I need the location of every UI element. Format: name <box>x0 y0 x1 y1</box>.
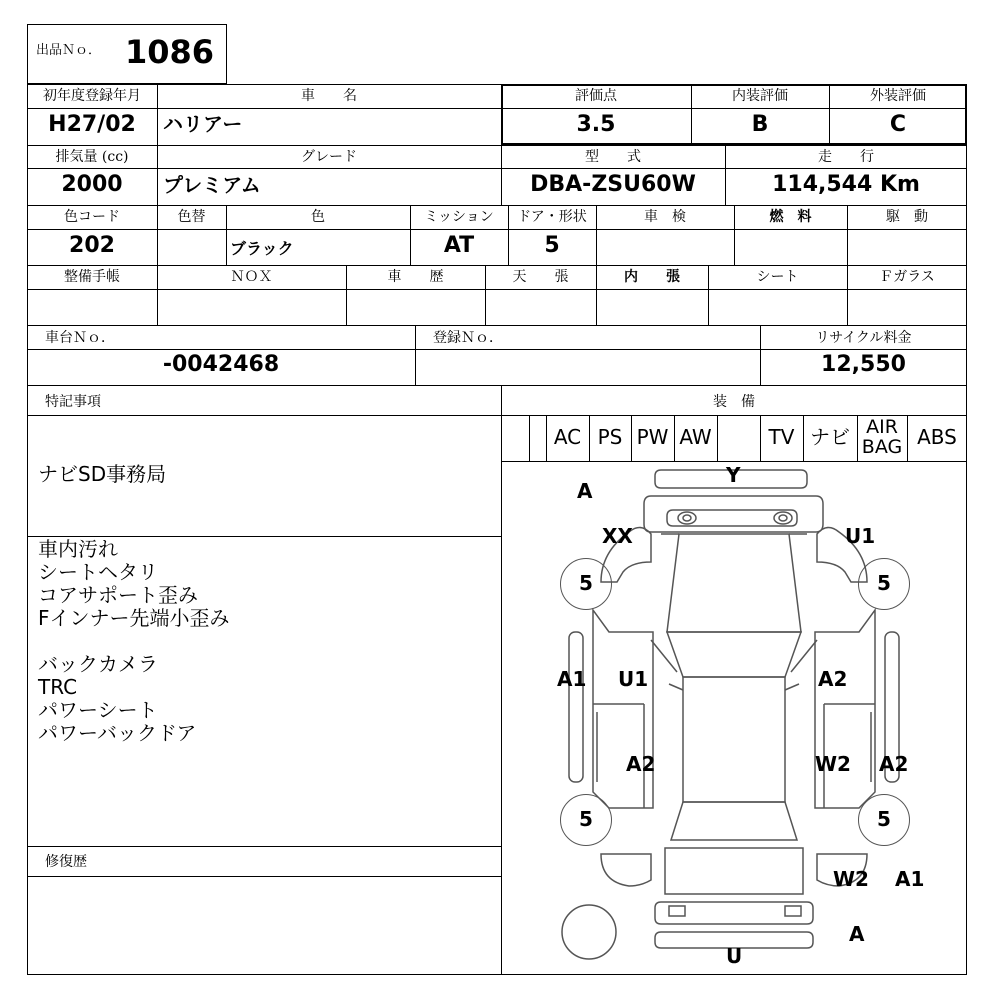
damage-mark: A2 <box>818 667 848 691</box>
damage-mark: W2 <box>815 752 851 776</box>
divider <box>27 229 967 230</box>
drive-label: 駆 動 <box>886 209 928 225</box>
damage-mark: A1 <box>557 667 587 691</box>
recycle-fee-value: 12,550 <box>821 352 906 377</box>
damage-mark: A <box>849 922 865 946</box>
transmission-label: ミッション <box>424 209 494 225</box>
headliner-label: 天 張 <box>512 269 569 285</box>
grade-label: グレード <box>301 149 357 165</box>
interior-rating-label: 内装評価 <box>732 88 788 104</box>
seat-label: シート <box>756 269 799 285</box>
damage-mark: W2 <box>833 867 869 891</box>
grade-value: プレミアム <box>163 173 261 197</box>
remarks-label: 特記事項 <box>45 394 101 410</box>
damage-mark: A1 <box>895 867 925 891</box>
inspection-label: 車 検 <box>644 209 686 225</box>
divider <box>27 385 967 386</box>
model-label: 型 式 <box>585 149 641 165</box>
interior-rating-value: B <box>751 112 769 137</box>
equipment-tv: TV <box>768 425 795 449</box>
remarks-line: シートヘタリ <box>38 560 158 584</box>
remarks-line: バックカメラ <box>38 652 158 676</box>
damage-mark: U1 <box>845 524 876 548</box>
tire-rear-right: 5 <box>858 794 910 846</box>
displacement-value: 2000 <box>61 172 123 197</box>
divider <box>501 108 967 109</box>
lot-number-label: 出品Ｎｏ． <box>36 43 102 58</box>
equipment-ps: PS <box>597 425 623 449</box>
divider <box>27 205 967 206</box>
door-value: 5 <box>544 233 560 258</box>
nox-label: ＮＯＸ <box>230 269 273 285</box>
equipment-airbag: AIR BAG <box>861 416 903 458</box>
repaint-label: 色替 <box>177 209 206 225</box>
equipment-navi: ナビ <box>810 425 850 449</box>
interior-trim-label: 内 張 <box>624 269 680 285</box>
remarks-line: パワーバックドア <box>38 721 197 745</box>
damage-mark: A2 <box>626 752 656 776</box>
mileage-value: 114,544 Km <box>772 172 920 197</box>
equipment-pw: PW <box>636 425 669 449</box>
color-value: ブラック <box>230 239 294 258</box>
divider <box>27 108 501 109</box>
maintenance-record-label: 整備手帳 <box>64 269 120 285</box>
divider <box>415 325 416 385</box>
equipment-aw: AW <box>679 425 712 449</box>
model-value: DBA-ZSU60W <box>530 172 696 197</box>
car-name-label: 車 名 <box>301 88 357 104</box>
divider <box>27 846 501 847</box>
damage-mark: A2 <box>879 752 909 776</box>
equipment-abs: ABS <box>917 425 957 449</box>
color-code-label: 色コード <box>64 209 120 225</box>
exterior-rating-value: C <box>889 112 907 137</box>
tire-rear-left: 5 <box>560 794 612 846</box>
mileage-label: 走 行 <box>818 149 874 165</box>
divider <box>27 876 501 877</box>
registration-number-label: 登録Ｎｏ． <box>433 330 503 346</box>
equipment-label: 装 備 <box>713 394 755 410</box>
score-value: 3.5 <box>576 112 616 137</box>
registration-date-value: H27/02 <box>48 112 136 137</box>
chassis-number-value: -0042468 <box>162 352 280 377</box>
tire-front-right: 5 <box>858 558 910 610</box>
chassis-number-label: 車台Ｎｏ． <box>45 330 115 346</box>
divider <box>27 325 967 326</box>
color-code-value: 202 <box>69 233 115 258</box>
divider <box>27 349 967 350</box>
remarks-line: Fインナー先端小歪み <box>38 606 230 630</box>
divider <box>27 265 967 266</box>
car-name-value: ハリアー <box>163 112 243 136</box>
score-label: 評価点 <box>575 88 617 104</box>
remarks-line: パワーシート <box>38 698 158 722</box>
damage-mark: Y <box>726 463 741 487</box>
displacement-label: 排気量 (cc) <box>55 149 129 165</box>
divider <box>27 145 967 146</box>
lot-number-value: 1086 <box>125 33 215 71</box>
damage-mark: A <box>577 479 593 503</box>
registration-date-label: 初年度登録年月 <box>43 88 141 104</box>
remarks-line: 車内汚れ <box>38 537 118 561</box>
tire-front-left: 5 <box>560 558 612 610</box>
vehicle-history-label: 車 歴 <box>387 269 444 285</box>
fuel-label: 燃 料 <box>769 209 812 225</box>
divider <box>27 289 967 290</box>
recycle-fee-label: リサイクル料金 <box>815 330 912 346</box>
exterior-rating-label: 外装評価 <box>870 88 926 104</box>
door-label: ドア・形状 <box>517 209 587 225</box>
damage-mark: U <box>726 944 743 968</box>
divider <box>857 415 858 462</box>
damage-mark: U1 <box>618 667 649 691</box>
color-label: 色 <box>311 209 325 225</box>
divider <box>27 168 967 169</box>
damage-mark: XX <box>602 524 633 548</box>
repair-history-label: 修復歴 <box>45 854 87 870</box>
divider <box>717 415 718 462</box>
remarks-line: TRC <box>38 675 78 699</box>
remarks-line: コアサポート歪み <box>38 583 198 607</box>
transmission-value: AT <box>443 233 475 258</box>
front-glass-label: Ｆガラス <box>879 269 935 285</box>
remarks-line-navi: ナビSD事務局 <box>38 462 167 486</box>
car-diagram <box>501 462 967 975</box>
equipment-ac: AC <box>553 425 582 449</box>
